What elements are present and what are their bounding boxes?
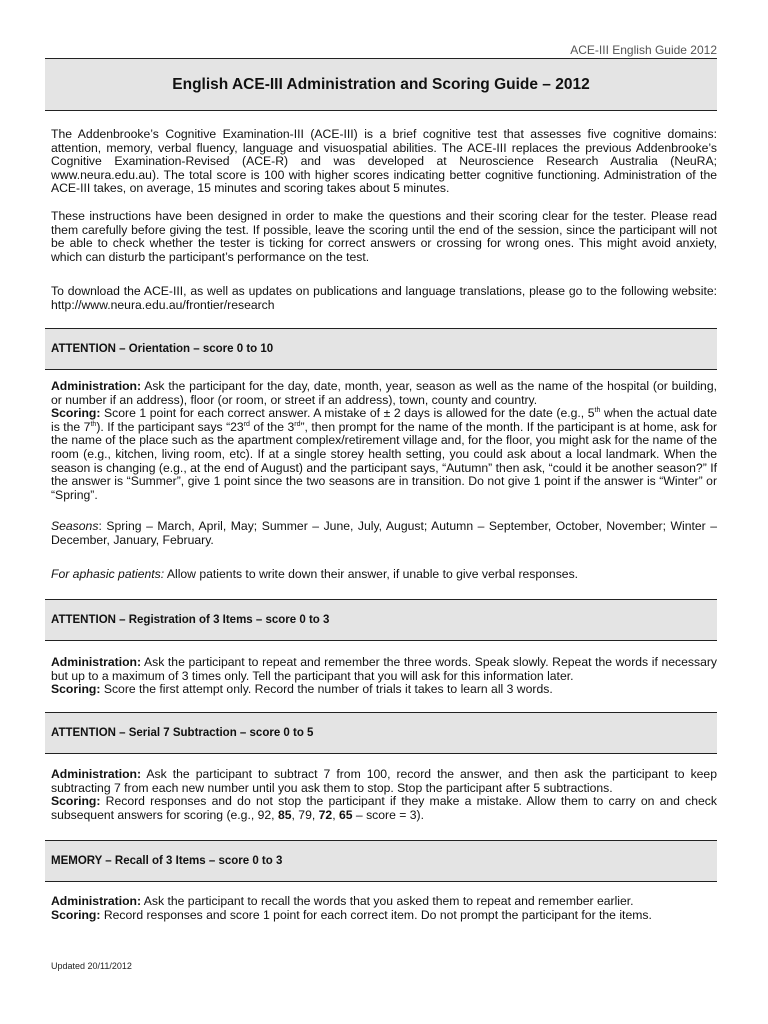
section-heading: ATTENTION – Serial 7 Subtraction – score 0 to 5 bbox=[45, 712, 717, 754]
admin-label: Administration: bbox=[51, 379, 142, 393]
text: , 79, bbox=[291, 807, 319, 822]
sup: rd bbox=[243, 420, 250, 428]
sup: th bbox=[594, 407, 601, 415]
text: : Spring – March, April, May; Summer – June, July, August; Autumn – September, October, November; Winter – December, January, February. bbox=[51, 519, 717, 547]
text: – score = 3). bbox=[352, 807, 424, 822]
section-heading: MEMORY – Recall of 3 Items – score 0 to 3 bbox=[45, 840, 717, 882]
section-body bbox=[51, 380, 717, 502]
text: when the actual date is the 7 bbox=[51, 406, 717, 434]
scoring-label: Scoring: bbox=[51, 794, 101, 809]
admin-text: Ask the participant for the day, date, month, year, season as well as the name of the hospital (or building, or number if an address), floor (or room, or street if an address), town, county and country. bbox=[51, 379, 717, 407]
running-header: ACE-III English Guide 2012 bbox=[570, 43, 717, 57]
correct-answer: 85 bbox=[277, 807, 292, 822]
sup: th bbox=[90, 420, 97, 428]
scoring-label: Scoring: bbox=[51, 682, 101, 697]
scoring-text: Record responses and score 1 point for each correct item. Do not prompt the participant for the items. bbox=[100, 907, 652, 922]
admin-text: Ask the participant to recall the words that you asked them to repeat and remember earlier. bbox=[141, 894, 634, 908]
section-body bbox=[51, 768, 717, 822]
seasons-label: Seasons bbox=[51, 519, 99, 533]
admin-label: Administration: bbox=[51, 767, 142, 781]
correct-answer: 65 bbox=[338, 807, 353, 822]
intro-paragraph: The Addenbrooke’s Cognitive Examination-III (ACE-III) is a brief cognitive test that assesses five cognitive domains: attention, memory, verbal fluency, language and visuospatial abilities. The ACE-III replaces the previous Addenbrooke’s Cognitive Examination-Revised (ACE-R) and was developed at Neuroscience Research Australia (NeuRA; www.neura.edu.au). The total score is 100 with higher scores indicating better cognitive functioning. Administration of the ACE-III takes, on average, 15 minutes and scoring takes about 5 minutes. bbox=[51, 127, 717, 196]
text: of the 3 bbox=[249, 419, 295, 434]
admin-label: Administration: bbox=[51, 894, 142, 908]
sup: rd bbox=[294, 420, 301, 428]
scoring-text: Score the first attempt only. Record the number of trials it takes to learn all 3 words. bbox=[100, 682, 553, 697]
admin-label: Administration: bbox=[51, 655, 142, 669]
seasons-note bbox=[51, 520, 717, 547]
page-title: English ACE-III Administration and Scoring Guide – 2012 bbox=[45, 58, 717, 111]
correct-answer: 72 bbox=[318, 807, 333, 822]
text: ”, then prompt for the name of the month. If the participant is at home, ask for the name of the place such as the apartment complex/retirement village and, for the floor, you might ask for the name of the room (e.g., kitchen, living room, etc). If at a single storey health setting, you could ask about a local landmark. When the season is changing (e.g., at the end of August) and the participant says, “Autumn” then ask, “could it be another season?” If the answer is “Summer”, give 1 point since the two seasons are in transition. Do not give 1 point if the answer is “Winter” or “Spring”. bbox=[51, 419, 718, 502]
admin-text: Ask the participant to repeat and remember the three words. Speak slowly. Repeat the words if necessary but up to a maximum of 3 times only. Tell the participant that you will ask for this information later. bbox=[51, 655, 717, 683]
text: , bbox=[332, 807, 339, 822]
scoring-label: Scoring: bbox=[51, 406, 101, 421]
intro-paragraph: These instructions have been designed in order to make the questions and their scoring clear for the tester. Please read them carefully before giving the test. If possible, leave the scoring until the end of the session, since the participant will not be able to check whether the tester is ticking for correct answers or crossing for wrong ones. This might avoid anxiety, which can disturb the participant’s performance on the test. bbox=[51, 209, 717, 264]
text: ). If the participant says “23 bbox=[96, 419, 244, 434]
text: Record responses and do not stop the participant if they make a mistake. Allow them to carry on and check subsequent answers for scoring (e.g., 92, bbox=[51, 794, 717, 822]
aphasic-label: For aphasic patients: bbox=[51, 567, 165, 581]
section-heading: ATTENTION – Orientation – score 0 to 10 bbox=[45, 328, 717, 370]
aphasic-note bbox=[51, 568, 717, 582]
section-body bbox=[51, 895, 717, 922]
footer-updated: Updated 20/11/2012 bbox=[51, 961, 132, 971]
section-heading: ATTENTION – Registration of 3 Items – score 0 to 3 bbox=[45, 599, 717, 641]
section-body bbox=[51, 656, 717, 697]
text: Allow patients to write down their answer, if unable to give verbal responses. bbox=[164, 567, 579, 581]
intro-paragraph: To download the ACE-III, as well as updates on publications and language translations, please go to the following website: http://www.neura.edu.au/frontier/research bbox=[51, 284, 717, 312]
scoring-label: Scoring: bbox=[51, 907, 101, 922]
admin-text: Ask the participant to subtract 7 from 100, record the answer, and then ask the participant to keep subtracting 7 from each new number until you ask them to stop. Stop the participant after 5 subtractions. bbox=[51, 767, 717, 795]
text: Score 1 point for each correct answer. A mistake of ± 2 days is allowed for the date (e.g., 5 bbox=[100, 406, 595, 421]
